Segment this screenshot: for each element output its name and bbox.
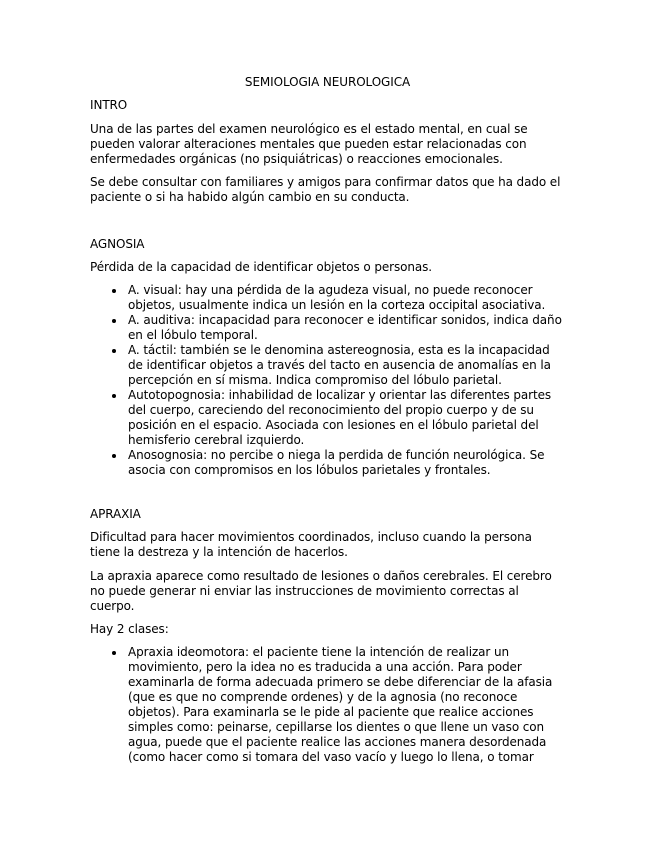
intro-heading: INTRO [90,98,128,112]
apraxia-list [90,645,568,765]
apraxia-paragraph-1: Dificultad para hacer movimientos coordinados, incluso cuando la persona tiene la destreza y la intención de hacerlos. [90,530,532,559]
list-item: A. auditiva: incapacidad para reconocer e identificar sonidos, indica daño en el lóbulo temporal. [90,313,568,343]
agnosia-heading: AGNOSIA [90,237,145,251]
intro-paragraph-2: Se debe consultar con familiares y amigos para confirmar datos que ha dado el paciente o si ha habido algún cambio en su conducta. [90,175,561,204]
apraxia-paragraph-3: Hay 2 clases: [90,622,169,636]
list-item: Apraxia ideomotora: el paciente tiene la intención de realizar un movimiento, pero la idea no es traducida a una acción. Para poder examinarla de forma adecuada primero se debe diferenciar de la afasia (que es que no comprende ordenes) y de la agnosia (no reconoce objetos). Para examinarla se le pide al paciente que realice acciones simples como: peinarse, cepillarse los dientes o que llene un vaso con agua, puede que el paciente realice las acciones manera desordenada (como hacer como si tomara del vaso vacío y luego lo llena, o tomar [90,645,568,765]
apraxia-heading: APRAXIA [90,507,141,521]
agnosia-list [90,283,568,478]
list-item: Autotopognosia: inhabilidad de localizar y orientar las diferentes partes del cuerpo, careciendo del reconocimiento del propio cuerpo y de su posición en el espacio. Asociada con lesiones en el lóbulo parietal del hemisferio cerebral izquierdo. [90,388,568,448]
list-item: A. táctil: también se le denomina astereognosia, esta es la incapacidad de identificar objetos a través del tacto en ausencia de anomalías en la percepción en sí misma. Indica compromiso del lóbulo parietal. [90,343,568,388]
list-item: A. visual: hay una pérdida de la agudeza visual, no puede reconocer objetos, usualmente indica un lesión en la corteza occipital asociativa. [90,283,568,313]
agnosia-paragraph: Pérdida de la capacidad de identificar objetos o personas. [90,260,432,274]
intro-paragraph-1: Una de las partes del examen neurológico es el estado mental, en cual se pueden valorar alteraciones mentales que pueden estar relacionadas con enfermedades orgánicas (no psiquiátricas) o reacciones emocionales. [90,122,528,166]
apraxia-paragraph-2: La apraxia aparece como resultado de lesiones o daños cerebrales. El cerebro no puede generar ni enviar las instrucciones de movimiento correctas al cuerpo. [90,569,552,613]
document-title: SEMIOLOGIA NEUROLOGICA [244,75,411,89]
list-item: Anosognosia: no percibe o niega la perdida de función neurológica. Se asocia con compromisos en los lóbulos parietales y frontales. [90,448,568,478]
